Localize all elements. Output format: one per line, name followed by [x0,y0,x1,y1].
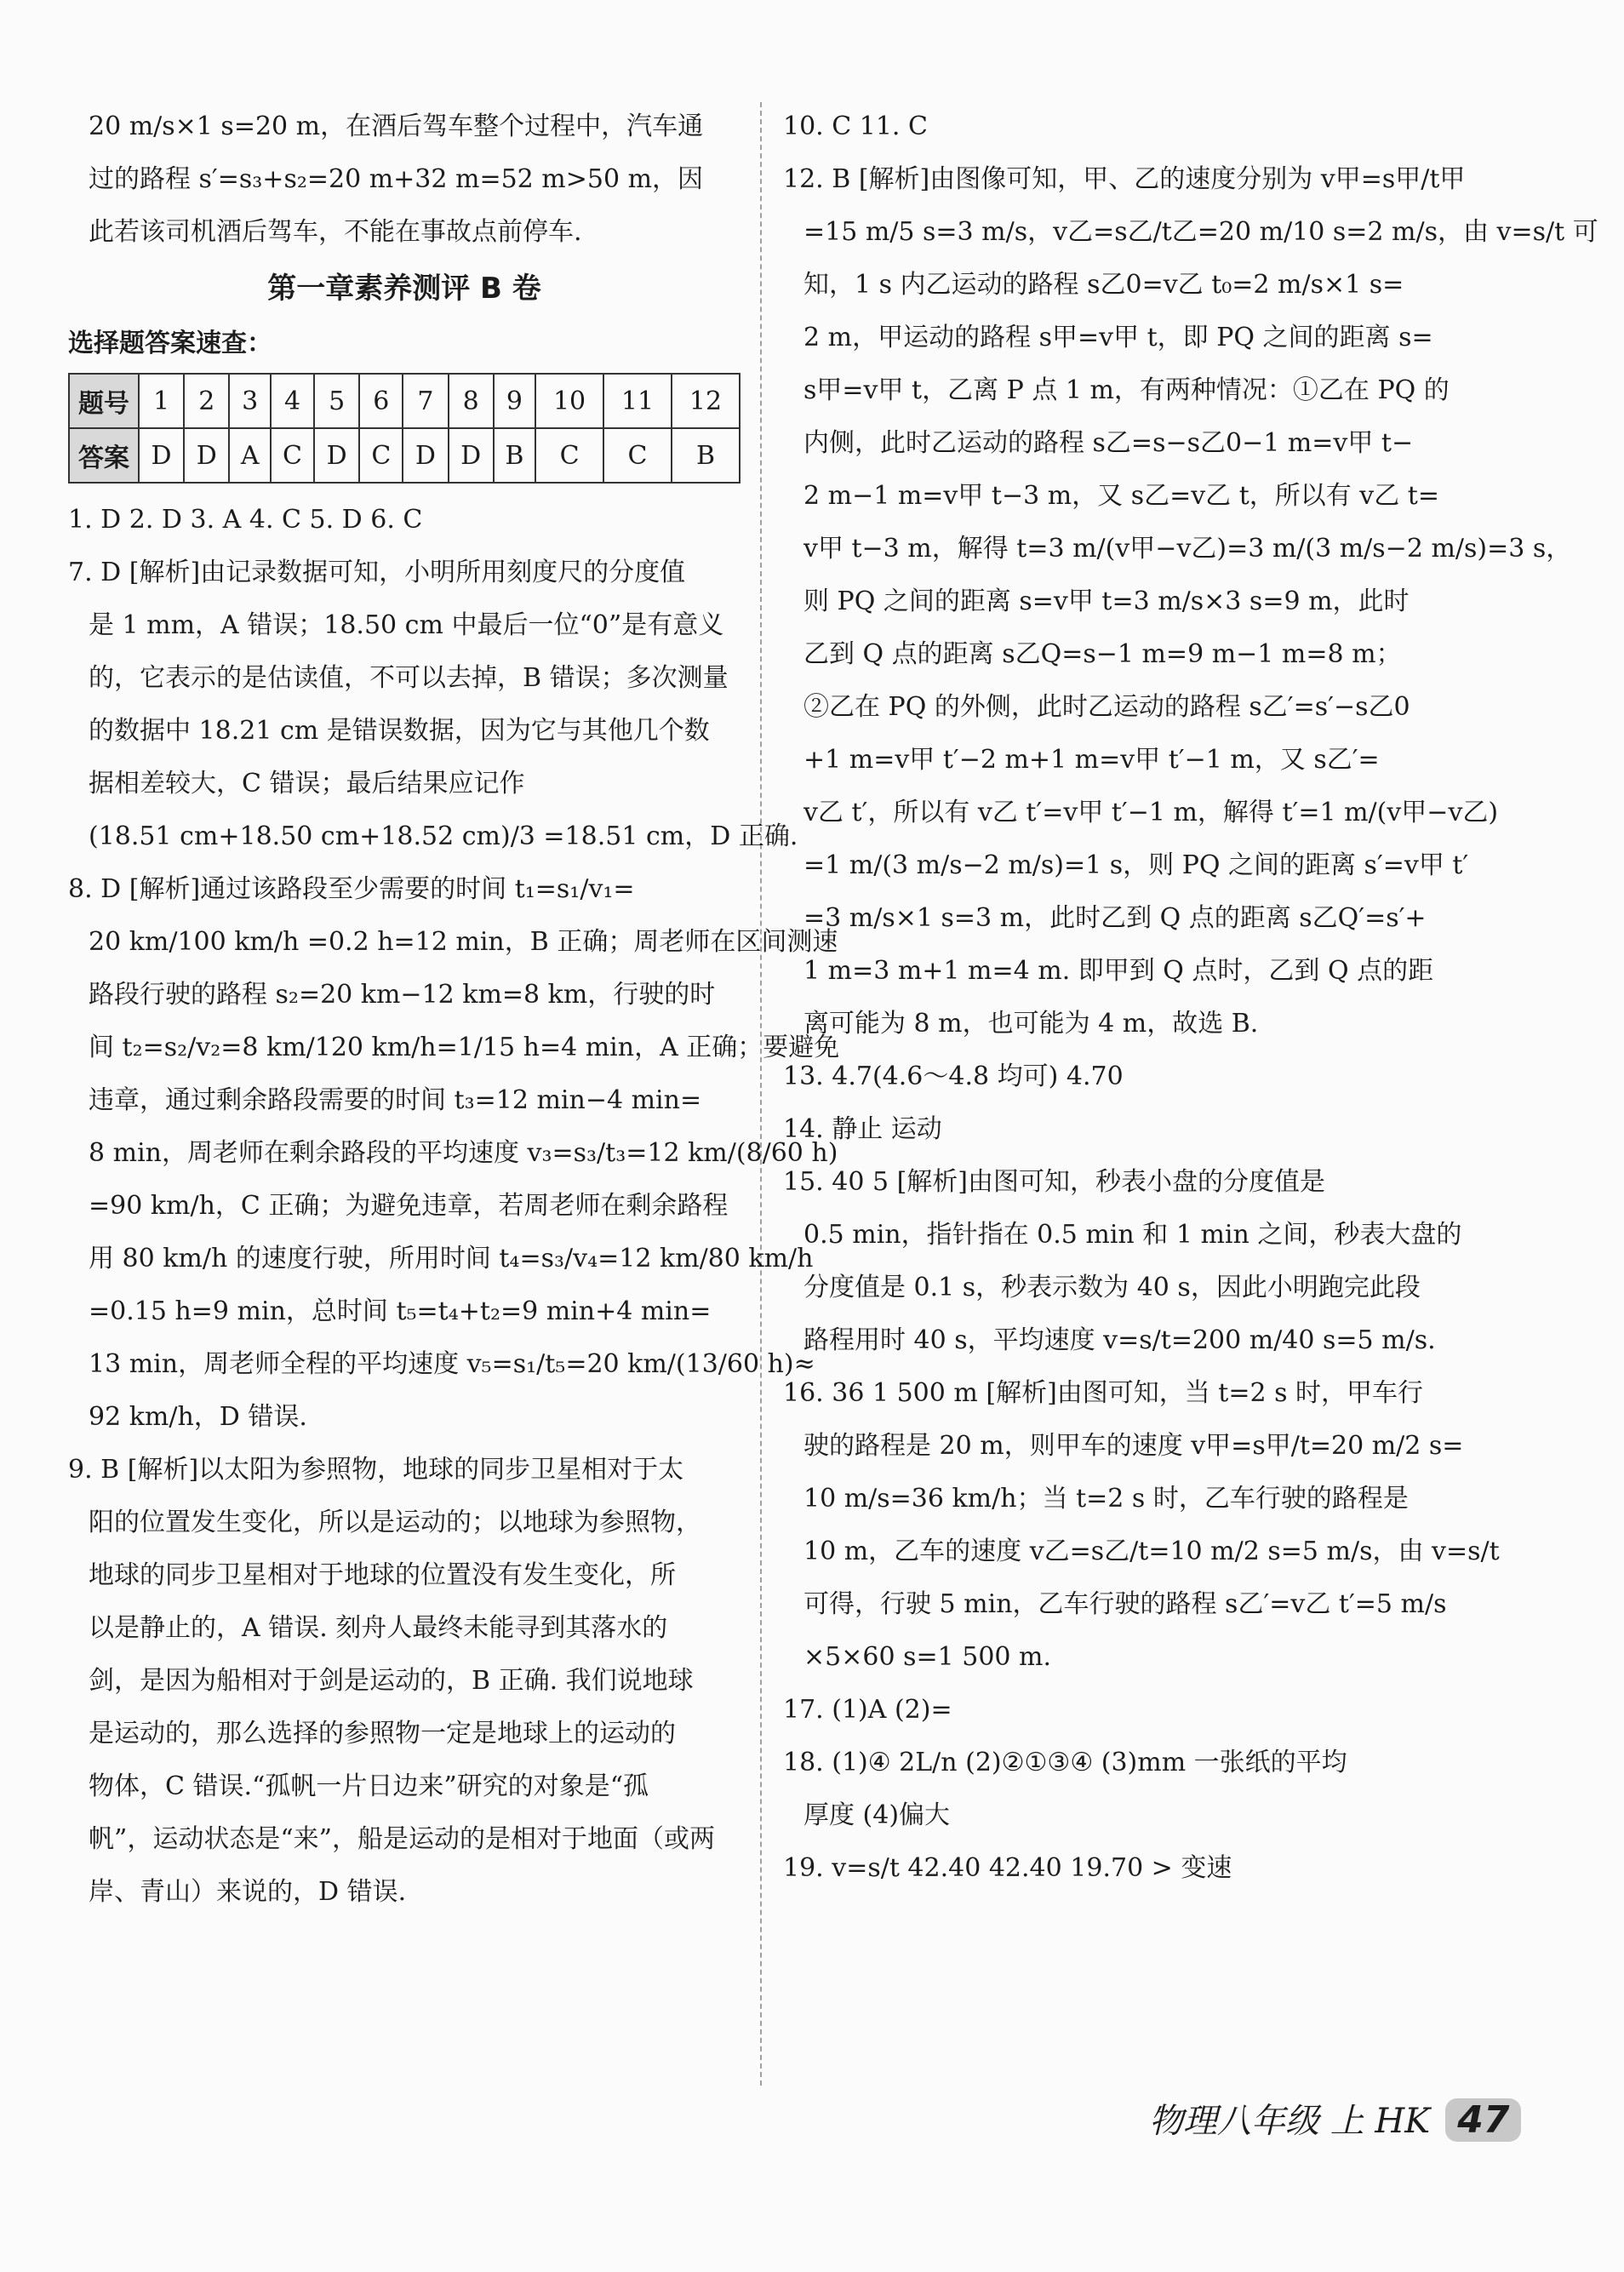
table-cell: C [535,428,603,483]
text-line: 剑，是因为船相对于剑是运动的，B 正确. 我们说地球 [89,1666,694,1696]
text-line: =3 m/s×1 s=3 m，此时乙到 Q 点的距离 s乙Q′=s′+ [803,903,1427,933]
text-line: 2 m，甲运动的路程 s甲=v甲 t，即 PQ 之间的距离 s= [803,323,1433,352]
text-line: 14. 静止 运动 [783,1114,942,1144]
text-line: 12. B [解析]由图像可知，甲、乙的速度分别为 v甲=s甲/t甲 [783,164,1466,194]
page-footer [1149,2094,1521,2143]
text-line: 厚度 (4)偏大 [803,1800,951,1830]
table-cell: B [672,428,740,483]
text-line: 违章，通过剩余路段需要的时间 t₃=12 min−4 min= [89,1085,702,1115]
table-cell: 3 [229,374,271,428]
text-line: ②乙在 PQ 的外侧，此时乙运动的路程 s乙′=s′−s乙0 [803,692,1410,722]
text-line: 以是静止的，A 错误. 刻舟人最终未能寻到其落水的 [89,1613,668,1643]
table-cell: 12 [672,374,740,428]
text-line: 13. 4.7(4.6～4.8 均可) 4.70 [783,1062,1124,1091]
page-number: 47 [1445,2098,1521,2142]
table-cell: A [229,428,271,483]
text-line: 13 min，周老师全程的平均速度 v₅=s₁/t₅=20 km/(13/60 h)≈ [89,1349,815,1379]
text-line: 是 1 mm，A 错误；18.50 cm 中最后一位“0”是有意义 [89,610,724,640]
text-line: v甲 t−3 m，解得 t=3 m/(v甲−v乙)=3 m/(3 m/s−2 m/s)=3 s， [803,534,1572,564]
text-line: 用 80 km/h 的速度行驶，所用时间 t₄=s₃/v₄=12 km/80 km/h [89,1244,814,1273]
text-line: v乙 t′，所以有 v乙 t′=v甲 t′−1 m，解得 t′=1 m/(v甲−v乙) [803,798,1499,827]
text-line: 的数据中 18.21 cm 是错误数据，因为它与其他几个数 [89,716,710,746]
text-line: 18. (1)④ 2L/n (2)②①③④ (3)mm 一张纸的平均 [783,1748,1347,1777]
column-divider [760,102,762,2086]
text-line: 19. v=s/t 42.40 42.40 19.70 > 变速 [783,1853,1232,1883]
text-line: =0.15 h=9 min，总时间 t₅=t₄+t₂=9 min+4 min= [89,1296,712,1326]
table-cell: B [494,428,535,483]
text-line: 20 km/100 km/h =0.2 h=12 min，B 正确；周老师在区间测速 [89,927,838,957]
table-cell: C [271,428,314,483]
text-line: 9. B [解析]以太阳为参照物，地球的同步卫星相对于太 [68,1455,684,1485]
text-line: 8 min，周老师在剩余路段的平均速度 v₃=s₃/t₃=12 km/(8/60 h) [89,1138,838,1168]
text-line: 岸、青山）来说的，D 错误. [89,1877,407,1907]
table-cell: C [603,428,672,483]
table-cell: 9 [494,374,535,428]
row-label: 题号 [69,374,139,428]
text-line: 知，1 s 内乙运动的路程 s乙0=v乙 t₀=2 m/s×1 s= [803,270,1404,300]
text-line: 物体，C 错误.“孤帆一片日边来”研究的对象是“孤 [89,1771,649,1801]
table-cell: D [314,428,359,483]
text-line: 阳的位置发生变化，所以是运动的；以地球为参照物， [89,1508,701,1537]
table-row [69,374,740,428]
left-column [68,100,840,1919]
text-line: (18.51 cm+18.50 cm+18.52 cm)/3 =18.51 cm，D 正确. [89,821,798,851]
text-line: 内侧，此时乙运动的路程 s乙=s−s乙0−1 m=v甲 t− [803,428,1414,458]
text-line: 10. C 11. C [783,112,928,141]
text-line: =1 m/(3 m/s−2 m/s)=1 s，则 PQ 之间的距离 s′=v甲 t′ [803,850,1469,880]
text-line: 17. (1)A (2)= [783,1695,952,1725]
table-cell: D [403,428,448,483]
text-line: 据相差较大，C 错误；最后结果应记作 [89,769,525,798]
text-line: 则 PQ 之间的距离 s=v甲 t=3 m/s×3 s=9 m，此时 [803,587,1410,616]
table-cell: 2 [184,374,229,428]
text-line: 7. D [解析]由记录数据可知，小明所用刻度尺的分度值 [68,558,686,587]
text-line: 可得，行驶 5 min，乙车行驶的路程 s乙′=v乙 t′=5 m/s [803,1589,1447,1619]
text-line: 1 m=3 m+1 m=4 m. 即甲到 Q 点时，乙到 Q 点的距 [803,956,1434,986]
table-cell: 10 [535,374,603,428]
text-line: 分度值是 0.1 s，秒表示数为 40 s，因此小明跑完此段 [803,1273,1421,1302]
text-line: 15. 40 5 [解析]由图可知，秒表小盘的分度值是 [783,1167,1325,1197]
text-line: 2 m−1 m=v甲 t−3 m，又 s乙=v乙 t，所以有 v乙 t= [803,481,1439,511]
table-cell: D [139,428,184,483]
text-line: 的，它表示的是估读值，不可以去掉，B 错误；多次测量 [89,663,729,693]
table-cell: 11 [603,374,672,428]
right-column [783,100,1598,1895]
text-line: 乙到 Q 点的距离 s乙Q=s−1 m=9 m−1 m=8 m； [803,639,1402,669]
text-line: =90 km/h，C 正确；为避免违章，若周老师在剩余路程 [89,1191,729,1221]
text-line: 此若该司机酒后驾车，不能在事故点前停车. [89,217,582,247]
table-cell: 4 [271,374,314,428]
text-line: +1 m=v甲 t′−2 m+1 m=v甲 t′−1 m，又 s乙′= [803,745,1380,775]
text-line: 是运动的，那么选择的参照物一定是地球上的运动的 [89,1719,676,1748]
text-line: 8. D [解析]通过该路段至少需要的时间 t₁=s₁/v₁= [68,874,635,904]
table-cell: D [184,428,229,483]
table-cell: 5 [314,374,359,428]
text-line: 16. 36 1 500 m [解析]由图可知，当 t=2 s 时，甲车行 [783,1378,1424,1408]
text-line: 10 m，乙车的速度 v乙=s乙/t=10 m/2 s=5 m/s，由 v=s/t [803,1537,1500,1566]
text-line: 1. D 2. D 3. A 4. C 5. D 6. C [68,505,423,535]
table-row [69,428,740,483]
text-line: 路程用时 40 s，平均速度 v=s/t=200 m/40 s=5 m/s. [803,1325,1436,1355]
footer-subject: 物理八年级 上 HK [1149,2102,1431,2141]
chapter-title: 第一章素养测评 B 卷 [267,272,541,306]
table-cell: 6 [359,374,403,428]
text-line: 10 m/s=36 km/h；当 t=2 s 时，乙车行驶的路程是 [803,1484,1409,1514]
text-line: ×5×60 s=1 500 m. [803,1642,1052,1672]
text-line: 0.5 min，指针指在 0.5 min 和 1 min 之间，秒表大盘的 [803,1220,1462,1250]
text-line: =15 m/5 s=3 m/s，v乙=s乙/t乙=20 m/10 s=2 m/s，由 v=s/t 可 [803,217,1598,247]
text-line: 20 m/s×1 s=20 m，在酒后驾车整个过程中，汽车通 [89,112,704,141]
quick-check-label: 选择题答案速查： [68,329,272,358]
table-cell: 8 [449,374,494,428]
answer-table [68,373,741,484]
text-line: 路段行驶的路程 s₂=20 km−12 km=8 km，行驶的时 [89,980,716,1010]
table-cell: 7 [403,374,448,428]
text-line: 帆”，运动状态是“来”，船是运动的是相对于地面（或两 [89,1824,716,1854]
text-line: s甲=v甲 t，乙离 P 点 1 m，有两种情况：①乙在 PQ 的 [803,375,1450,405]
table-cell: 1 [139,374,184,428]
text-line: 92 km/h，D 错误. [89,1402,307,1432]
table-cell: C [359,428,403,483]
text-line: 驶的路程是 20 m，则甲车的速度 v甲=s甲/t=20 m/2 s= [803,1431,1464,1461]
text-line: 过的路程 s′=s₃+s₂=20 m+32 m=52 m>50 m，因 [89,164,704,194]
text-line: 地球的同步卫星相对于地球的位置没有发生变化，所 [89,1560,676,1590]
row-label: 答案 [69,428,139,483]
text-line: 离可能为 8 m，也可能为 4 m，故选 B. [803,1009,1259,1039]
text-line: 间 t₂=s₂/v₂=8 km/120 km/h=1/15 h=4 min，A 正确；要避免 [89,1033,840,1062]
table-cell: D [449,428,494,483]
